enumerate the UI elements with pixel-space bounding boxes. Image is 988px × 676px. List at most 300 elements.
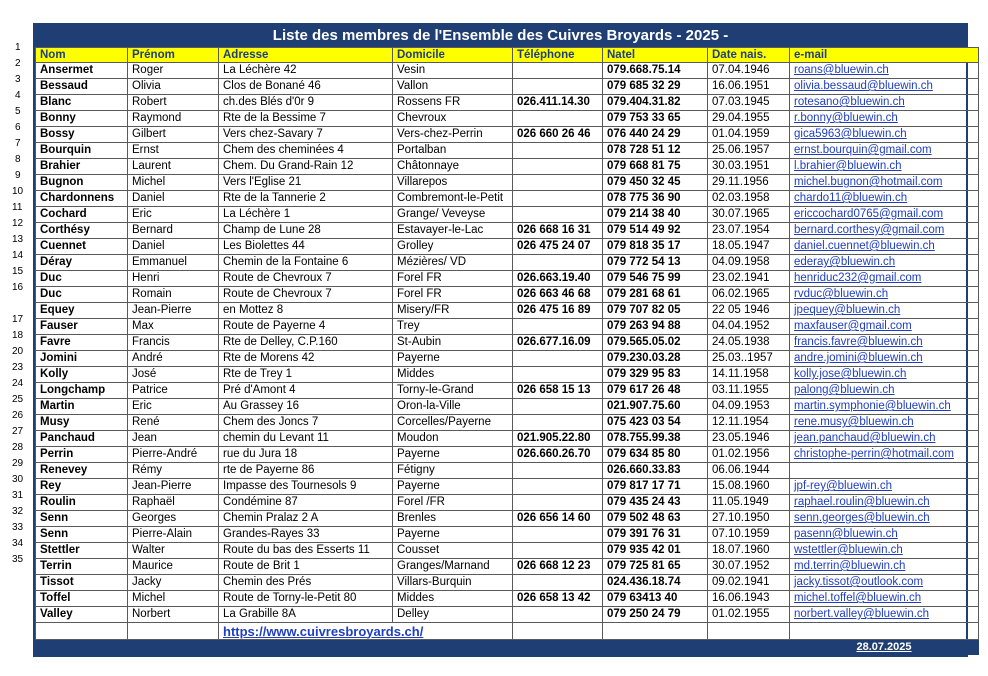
cell-nom: Longchamp bbox=[36, 383, 128, 399]
cell-email[interactable]: md.terrin@bluewin.ch bbox=[790, 559, 979, 575]
cell-adresse: chemin du Levant 11 bbox=[219, 431, 393, 447]
cell-prenom: Eric bbox=[128, 399, 219, 415]
cell-natel: 079 63413 40 bbox=[603, 591, 708, 607]
cell-date: 01.04.1959 bbox=[708, 127, 790, 143]
cell-email[interactable]: norbert.valley@bluewin.ch bbox=[790, 607, 979, 623]
cell-domicile: Payerne bbox=[393, 351, 513, 367]
cell-prenom: Max bbox=[128, 319, 219, 335]
cell-email[interactable]: henriduc232@gmail.com bbox=[790, 271, 979, 287]
cell-tel bbox=[513, 527, 603, 543]
cell-nom: Bessaud bbox=[36, 79, 128, 95]
table-row bbox=[36, 79, 979, 95]
cell-date: 04.09.1958 bbox=[708, 255, 790, 271]
cell-natel: 079 707 82 05 bbox=[603, 303, 708, 319]
cell-email[interactable]: r.bonny@bluewin.ch bbox=[790, 111, 979, 127]
cell-email[interactable]: michel.toffel@bluewin.ch bbox=[790, 591, 979, 607]
cell-date: 04.04.1952 bbox=[708, 319, 790, 335]
cell-domicile: Combremont-le-Petit bbox=[393, 191, 513, 207]
cell-natel: 078 728 51 12 bbox=[603, 143, 708, 159]
cell-tel: 026.677.16.09 bbox=[513, 335, 603, 351]
cell-tel bbox=[513, 367, 603, 383]
cell-tel bbox=[513, 143, 603, 159]
cell-date: 30.07.1965 bbox=[708, 207, 790, 223]
footer-cell bbox=[603, 640, 708, 655]
cell-domicile: Torny-le-Grand bbox=[393, 383, 513, 399]
cell-nom: Cochard bbox=[36, 207, 128, 223]
cell-nom: Stettler bbox=[36, 543, 128, 559]
cell-tel: 026 660 26 46 bbox=[513, 127, 603, 143]
cell-tel bbox=[513, 175, 603, 191]
cell-prenom: Ernst bbox=[128, 143, 219, 159]
table-row bbox=[36, 335, 979, 351]
cell-domicile: Grolley bbox=[393, 239, 513, 255]
cell-prenom: René bbox=[128, 415, 219, 431]
cell-nom: Ansermet bbox=[36, 63, 128, 79]
row-number: 30 bbox=[12, 474, 24, 485]
cell-domicile: Portalban bbox=[393, 143, 513, 159]
cell-tel bbox=[513, 575, 603, 591]
cell-date: 01.02.1955 bbox=[708, 607, 790, 623]
cell-tel: 026 658 15 13 bbox=[513, 383, 603, 399]
cell-email[interactable]: francis.favre@bluewin.ch bbox=[790, 335, 979, 351]
cell-nom: Brahier bbox=[36, 159, 128, 175]
cell-natel: 079 818 35 17 bbox=[603, 239, 708, 255]
cell-adresse: Route de Brit 1 bbox=[219, 559, 393, 575]
cell-email[interactable]: andre.jomini@bluewin.ch bbox=[790, 351, 979, 367]
footer-cell bbox=[708, 640, 790, 655]
cell-domicile: Payerne bbox=[393, 447, 513, 463]
cell-nom: Martin bbox=[36, 399, 128, 415]
table-row bbox=[36, 63, 979, 79]
cell-natel: 079 435 24 43 bbox=[603, 495, 708, 511]
cell-email[interactable]: senn.georges@bluewin.ch bbox=[790, 511, 979, 527]
cell-email[interactable]: bernard.corthesy@gmail.com bbox=[790, 223, 979, 239]
table-row bbox=[36, 495, 979, 511]
cell-email[interactable]: rene.musy@bluewin.ch bbox=[790, 415, 979, 431]
cell-natel: 026.660.33.83 bbox=[603, 463, 708, 479]
cell-prenom: Francis bbox=[128, 335, 219, 351]
cell-adresse: Rte de Morens 42 bbox=[219, 351, 393, 367]
cell-date: 27.10.1950 bbox=[708, 511, 790, 527]
cell-nom: Terrin bbox=[36, 559, 128, 575]
cell-natel: 079 281 68 61 bbox=[603, 287, 708, 303]
cell-domicile: Vers-chez-Perrin bbox=[393, 127, 513, 143]
table-row bbox=[36, 607, 979, 623]
cell-prenom: Olivia bbox=[128, 79, 219, 95]
cell-natel: 079 935 42 01 bbox=[603, 543, 708, 559]
cell-tel bbox=[513, 319, 603, 335]
cell-date: 25.03..1957 bbox=[708, 351, 790, 367]
cell-tel: 026.663.19.40 bbox=[513, 271, 603, 287]
cell-tel: 026 658 13 42 bbox=[513, 591, 603, 607]
row-number: 5 bbox=[15, 106, 21, 117]
cell-email[interactable]: martin.symphonie@bluewin.ch bbox=[790, 399, 979, 415]
cell-email[interactable]: gica5963@bluewin.ch bbox=[790, 127, 979, 143]
cell-date: 29.11.1956 bbox=[708, 175, 790, 191]
cell-natel: 079 546 75 99 bbox=[603, 271, 708, 287]
cell-nom: Déray bbox=[36, 255, 128, 271]
cell-domicile: Fétigny bbox=[393, 463, 513, 479]
cell-tel: 026.660.26.70 bbox=[513, 447, 603, 463]
cell-prenom: Roger bbox=[128, 63, 219, 79]
cell-adresse: Vers l'Eglise 21 bbox=[219, 175, 393, 191]
cell-adresse: Chem des cheminées 4 bbox=[219, 143, 393, 159]
table-row bbox=[36, 319, 979, 335]
table-row bbox=[36, 95, 979, 111]
cell-tel bbox=[513, 495, 603, 511]
cell-adresse: Chem. Du Grand-Rain 12 bbox=[219, 159, 393, 175]
row-number: 6 bbox=[15, 122, 21, 133]
cell-domicile: Payerne bbox=[393, 479, 513, 495]
cell-adresse: Route du bas des Esserts 11 bbox=[219, 543, 393, 559]
row-number: 26 bbox=[12, 410, 24, 421]
footer-bar bbox=[36, 640, 979, 655]
row-number: 2 bbox=[15, 58, 21, 69]
cell-domicile: Middes bbox=[393, 367, 513, 383]
table-row bbox=[36, 463, 979, 479]
table-row bbox=[36, 271, 979, 287]
cell-domicile: Brenles bbox=[393, 511, 513, 527]
cell-adresse: Impasse des Tournesols 9 bbox=[219, 479, 393, 495]
cell-tel: 026.411.14.30 bbox=[513, 95, 603, 111]
table-row bbox=[36, 479, 979, 495]
cell-tel bbox=[513, 159, 603, 175]
cell-domicile: Misery/FR bbox=[393, 303, 513, 319]
col-nom-header: Nom bbox=[36, 48, 128, 63]
row-number: 33 bbox=[12, 522, 24, 533]
cell-tel bbox=[513, 351, 603, 367]
cell-prenom: Eric bbox=[128, 207, 219, 223]
empty-cell bbox=[708, 623, 790, 640]
col-date-header: Date nais. bbox=[708, 48, 790, 63]
footer-cell bbox=[219, 640, 393, 655]
cell-natel: 079 617 26 48 bbox=[603, 383, 708, 399]
cell-nom: Panchaud bbox=[36, 431, 128, 447]
cell-domicile: Moudon bbox=[393, 431, 513, 447]
cell-natel: 079 772 54 13 bbox=[603, 255, 708, 271]
cell-natel: 079 514 49 92 bbox=[603, 223, 708, 239]
cell-tel bbox=[513, 207, 603, 223]
cell-prenom: Pierre-André bbox=[128, 447, 219, 463]
cell-nom: Corthésy bbox=[36, 223, 128, 239]
table-body bbox=[36, 63, 979, 655]
col-domicile-header: Domicile bbox=[393, 48, 513, 63]
table-row bbox=[36, 127, 979, 143]
cell-adresse: Rte de Trey 1 bbox=[219, 367, 393, 383]
cell-adresse: Chem des Joncs 7 bbox=[219, 415, 393, 431]
cell-date: 03.11.1955 bbox=[708, 383, 790, 399]
cell-nom: Renevey bbox=[36, 463, 128, 479]
cell-adresse: La Léchère 42 bbox=[219, 63, 393, 79]
row-number: 25 bbox=[12, 394, 24, 405]
cell-date: 25.06.1957 bbox=[708, 143, 790, 159]
cell-nom: Musy bbox=[36, 415, 128, 431]
cell-natel: 079 263 94 88 bbox=[603, 319, 708, 335]
row-number: 35 bbox=[12, 554, 24, 565]
cell-adresse: Chemin de la Fontaine 6 bbox=[219, 255, 393, 271]
table-row bbox=[36, 399, 979, 415]
cell-natel: 076 440 24 29 bbox=[603, 127, 708, 143]
cell-domicile: Estavayer-le-Lac bbox=[393, 223, 513, 239]
cell-date: 14.11.1958 bbox=[708, 367, 790, 383]
row-number: 8 bbox=[15, 154, 21, 165]
cell-date: 01.02.1956 bbox=[708, 447, 790, 463]
row-number: 18 bbox=[12, 330, 24, 341]
cell-tel: 026 475 24 07 bbox=[513, 239, 603, 255]
cell-adresse: Vers chez-Savary 7 bbox=[219, 127, 393, 143]
cell-adresse: ch.des Blés d'0r 9 bbox=[219, 95, 393, 111]
cell-prenom: Robert bbox=[128, 95, 219, 111]
row-number: 7 bbox=[15, 138, 21, 149]
cell-natel: 075 423 03 54 bbox=[603, 415, 708, 431]
cell-email[interactable]: raphael.roulin@bluewin.ch bbox=[790, 495, 979, 511]
cell-nom: Tissot bbox=[36, 575, 128, 591]
cell-adresse: Champ de Lune 28 bbox=[219, 223, 393, 239]
cell-adresse: La Léchère 1 bbox=[219, 207, 393, 223]
row-number: 14 bbox=[12, 250, 24, 261]
page-title: Liste des membres de l'Ensemble des Cuivres Broyards - 2025 - bbox=[35, 25, 966, 47]
cell-natel: 024.436.18.74 bbox=[603, 575, 708, 591]
cell-adresse: en Mottez 8 bbox=[219, 303, 393, 319]
website-link[interactable]: https://www.cuivresbroyards.ch/ bbox=[219, 623, 513, 640]
cell-email[interactable]: ernst.bourquin@gmail.com bbox=[790, 143, 979, 159]
table-row bbox=[36, 367, 979, 383]
cell-prenom: Maurice bbox=[128, 559, 219, 575]
cell-email[interactable]: rvduc@bluewin.ch bbox=[790, 287, 979, 303]
cell-prenom: Bernard bbox=[128, 223, 219, 239]
cell-date: 16.06.1943 bbox=[708, 591, 790, 607]
cell-nom: Duc bbox=[36, 287, 128, 303]
cell-email[interactable]: christophe-perrin@hotmail.com bbox=[790, 447, 979, 463]
table-row bbox=[36, 527, 979, 543]
table-row bbox=[36, 175, 979, 191]
row-number: 3 bbox=[15, 74, 21, 85]
cell-date: 12.11.1954 bbox=[708, 415, 790, 431]
cell-natel: 079 214 38 40 bbox=[603, 207, 708, 223]
cell-nom: Valley bbox=[36, 607, 128, 623]
row-number: 32 bbox=[12, 506, 24, 517]
cell-adresse: La Grabille 8A bbox=[219, 607, 393, 623]
cell-tel bbox=[513, 543, 603, 559]
cell-prenom: Jean-Pierre bbox=[128, 479, 219, 495]
row-number: 17 bbox=[12, 314, 24, 325]
empty-cell bbox=[513, 623, 603, 640]
cell-email[interactable]: rotesano@bluewin.ch bbox=[790, 95, 979, 111]
col-natel-header: Natel bbox=[603, 48, 708, 63]
cell-adresse: Rte de la Bessime 7 bbox=[219, 111, 393, 127]
cell-adresse: Route de Chevroux 7 bbox=[219, 271, 393, 287]
row-number: 20 bbox=[12, 346, 24, 357]
cell-adresse: Rte de la Tannerie 2 bbox=[219, 191, 393, 207]
cell-natel: 079.668.75.14 bbox=[603, 63, 708, 79]
cell-date: 07.03.1945 bbox=[708, 95, 790, 111]
cell-nom: Perrin bbox=[36, 447, 128, 463]
cell-natel: 079 753 33 65 bbox=[603, 111, 708, 127]
cell-domicile: Forel FR bbox=[393, 287, 513, 303]
row-number: 11 bbox=[12, 202, 23, 213]
cell-natel: 079 668 81 75 bbox=[603, 159, 708, 175]
cell-adresse: rue du Jura 18 bbox=[219, 447, 393, 463]
cell-adresse: Pré d'Amont 4 bbox=[219, 383, 393, 399]
cell-prenom: Henri bbox=[128, 271, 219, 287]
footer-date: 28.07.2025 bbox=[790, 640, 979, 655]
cell-email[interactable]: jean.panchaud@bluewin.ch bbox=[790, 431, 979, 447]
cell-domicile: St-Aubin bbox=[393, 335, 513, 351]
table-row bbox=[36, 511, 979, 527]
cell-email[interactable]: maxfauser@gmail.com bbox=[790, 319, 979, 335]
cell-date: 22 05 1946 bbox=[708, 303, 790, 319]
cell-prenom: Jean bbox=[128, 431, 219, 447]
cell-domicile: Mézières/ VD bbox=[393, 255, 513, 271]
row-number: 9 bbox=[15, 170, 21, 181]
table-row bbox=[36, 239, 979, 255]
cell-tel: 026 475 16 89 bbox=[513, 303, 603, 319]
cell-natel: 079 685 32 29 bbox=[603, 79, 708, 95]
row-number: 31 bbox=[12, 490, 24, 501]
cell-prenom: Romain bbox=[128, 287, 219, 303]
cell-natel: 079 329 95 83 bbox=[603, 367, 708, 383]
row-number: 13 bbox=[12, 234, 24, 245]
cell-tel bbox=[513, 415, 603, 431]
cell-prenom: Michel bbox=[128, 591, 219, 607]
cell-tel bbox=[513, 63, 603, 79]
cell-date: 07.04.1946 bbox=[708, 63, 790, 79]
members-table bbox=[35, 47, 979, 655]
cell-domicile: Forel FR bbox=[393, 271, 513, 287]
cell-domicile: Cousset bbox=[393, 543, 513, 559]
table-row bbox=[36, 415, 979, 431]
cell-tel bbox=[513, 191, 603, 207]
cell-adresse: Route de Chevroux 7 bbox=[219, 287, 393, 303]
row-number: 24 bbox=[12, 378, 24, 389]
cell-date: 23.07.1954 bbox=[708, 223, 790, 239]
table-row bbox=[36, 207, 979, 223]
cell-domicile: Grange/ Veveyse bbox=[393, 207, 513, 223]
cell-nom: Blanc bbox=[36, 95, 128, 111]
cell-tel: 026 663 46 68 bbox=[513, 287, 603, 303]
cell-email[interactable]: daniel.cuennet@bluewin.ch bbox=[790, 239, 979, 255]
table-row bbox=[36, 143, 979, 159]
footer-cell bbox=[128, 640, 219, 655]
table-row bbox=[36, 383, 979, 399]
cell-nom: Rey bbox=[36, 479, 128, 495]
col-adresse-header: Adresse bbox=[219, 48, 393, 63]
cell-tel: 021.905.22.80 bbox=[513, 431, 603, 447]
cell-adresse: Route de Payerne 4 bbox=[219, 319, 393, 335]
cell-prenom: Michel bbox=[128, 175, 219, 191]
cell-natel: 079 250 24 79 bbox=[603, 607, 708, 623]
cell-email[interactable]: l.brahier@bluewin.ch bbox=[790, 159, 979, 175]
cell-domicile: Chevroux bbox=[393, 111, 513, 127]
cell-email bbox=[790, 463, 979, 479]
cell-nom: Kolly bbox=[36, 367, 128, 383]
footer-cell bbox=[513, 640, 603, 655]
cell-email[interactable]: wstettler@bluewin.ch bbox=[790, 543, 979, 559]
cell-prenom: Laurent bbox=[128, 159, 219, 175]
row-number: 34 bbox=[12, 538, 24, 549]
cell-domicile: Oron-la-Ville bbox=[393, 399, 513, 415]
table-row bbox=[36, 431, 979, 447]
cell-tel: 026 668 16 31 bbox=[513, 223, 603, 239]
cell-domicile: Payerne bbox=[393, 527, 513, 543]
cell-natel: 078.755.99.38 bbox=[603, 431, 708, 447]
cell-email[interactable]: jacky.tissot@outlook.com bbox=[790, 575, 979, 591]
row-number: 10 bbox=[12, 186, 24, 197]
col-prenom-header: Prénom bbox=[128, 48, 219, 63]
cell-tel bbox=[513, 111, 603, 127]
cell-date: 29.04.1955 bbox=[708, 111, 790, 127]
cell-natel: 079.565.05.02 bbox=[603, 335, 708, 351]
col-telephone-header: Téléphone bbox=[513, 48, 603, 63]
cell-prenom: Pierre-Alain bbox=[128, 527, 219, 543]
cell-natel: 079.404.31.82 bbox=[603, 95, 708, 111]
cell-nom: Bourquin bbox=[36, 143, 128, 159]
cell-domicile: Villarepos bbox=[393, 175, 513, 191]
cell-date: 23.05.1946 bbox=[708, 431, 790, 447]
cell-tel bbox=[513, 463, 603, 479]
cell-email[interactable]: ericcochard0765@gmail.com bbox=[790, 207, 979, 223]
cell-prenom: Emmanuel bbox=[128, 255, 219, 271]
cell-email[interactable]: chardo11@bluewin.ch bbox=[790, 191, 979, 207]
cell-domicile: Trey bbox=[393, 319, 513, 335]
cell-nom: Jomini bbox=[36, 351, 128, 367]
cell-nom: Bonny bbox=[36, 111, 128, 127]
cell-domicile: Forel /FR bbox=[393, 495, 513, 511]
cell-natel: 079 450 32 45 bbox=[603, 175, 708, 191]
cell-prenom: Norbert bbox=[128, 607, 219, 623]
cell-email[interactable]: pasenn@bluewin.ch bbox=[790, 527, 979, 543]
cell-tel bbox=[513, 399, 603, 415]
cell-nom: Duc bbox=[36, 271, 128, 287]
cell-email[interactable]: palong@bluewin.ch bbox=[790, 383, 979, 399]
cell-domicile: Delley bbox=[393, 607, 513, 623]
cell-tel bbox=[513, 79, 603, 95]
cell-email[interactable]: michel.bugnon@hotmail.com bbox=[790, 175, 979, 191]
cell-email[interactable]: roans@bluewin.ch bbox=[790, 63, 979, 79]
cell-adresse: Clos de Bonané 46 bbox=[219, 79, 393, 95]
cell-domicile: Vesin bbox=[393, 63, 513, 79]
cell-email[interactable]: ederay@bluewin.ch bbox=[790, 255, 979, 271]
cell-prenom: Rémy bbox=[128, 463, 219, 479]
cell-adresse: Route de Torny-le-Petit 80 bbox=[219, 591, 393, 607]
header-row bbox=[36, 48, 979, 63]
cell-email[interactable]: jpequey@bluewin.ch bbox=[790, 303, 979, 319]
cell-date: 07.10.1959 bbox=[708, 527, 790, 543]
cell-email[interactable]: olivia.bessaud@bluewin.ch bbox=[790, 79, 979, 95]
cell-date: 30.03.1951 bbox=[708, 159, 790, 175]
cell-domicile: Châtonnaye bbox=[393, 159, 513, 175]
cell-domicile: Villars-Burquin bbox=[393, 575, 513, 591]
cell-email[interactable]: kolly.jose@bluewin.ch bbox=[790, 367, 979, 383]
cell-adresse: Condémine 87 bbox=[219, 495, 393, 511]
cell-email[interactable]: jpf-rey@bluewin.ch bbox=[790, 479, 979, 495]
cell-date: 24.05.1938 bbox=[708, 335, 790, 351]
row-number: 23 bbox=[12, 362, 24, 373]
empty-cell bbox=[36, 623, 128, 640]
row-number: 27 bbox=[12, 426, 24, 437]
row-number: 1 bbox=[15, 42, 21, 53]
cell-nom: Roulin bbox=[36, 495, 128, 511]
cell-tel bbox=[513, 479, 603, 495]
cell-natel: 078 775 36 90 bbox=[603, 191, 708, 207]
cell-prenom: Walter bbox=[128, 543, 219, 559]
cell-date: 16.06.1951 bbox=[708, 79, 790, 95]
cell-natel: 021.907.75.60 bbox=[603, 399, 708, 415]
row-number: 15 bbox=[12, 266, 24, 277]
cell-nom: Cuennet bbox=[36, 239, 128, 255]
cell-date: 11.05.1949 bbox=[708, 495, 790, 511]
cell-natel: 079 725 81 65 bbox=[603, 559, 708, 575]
